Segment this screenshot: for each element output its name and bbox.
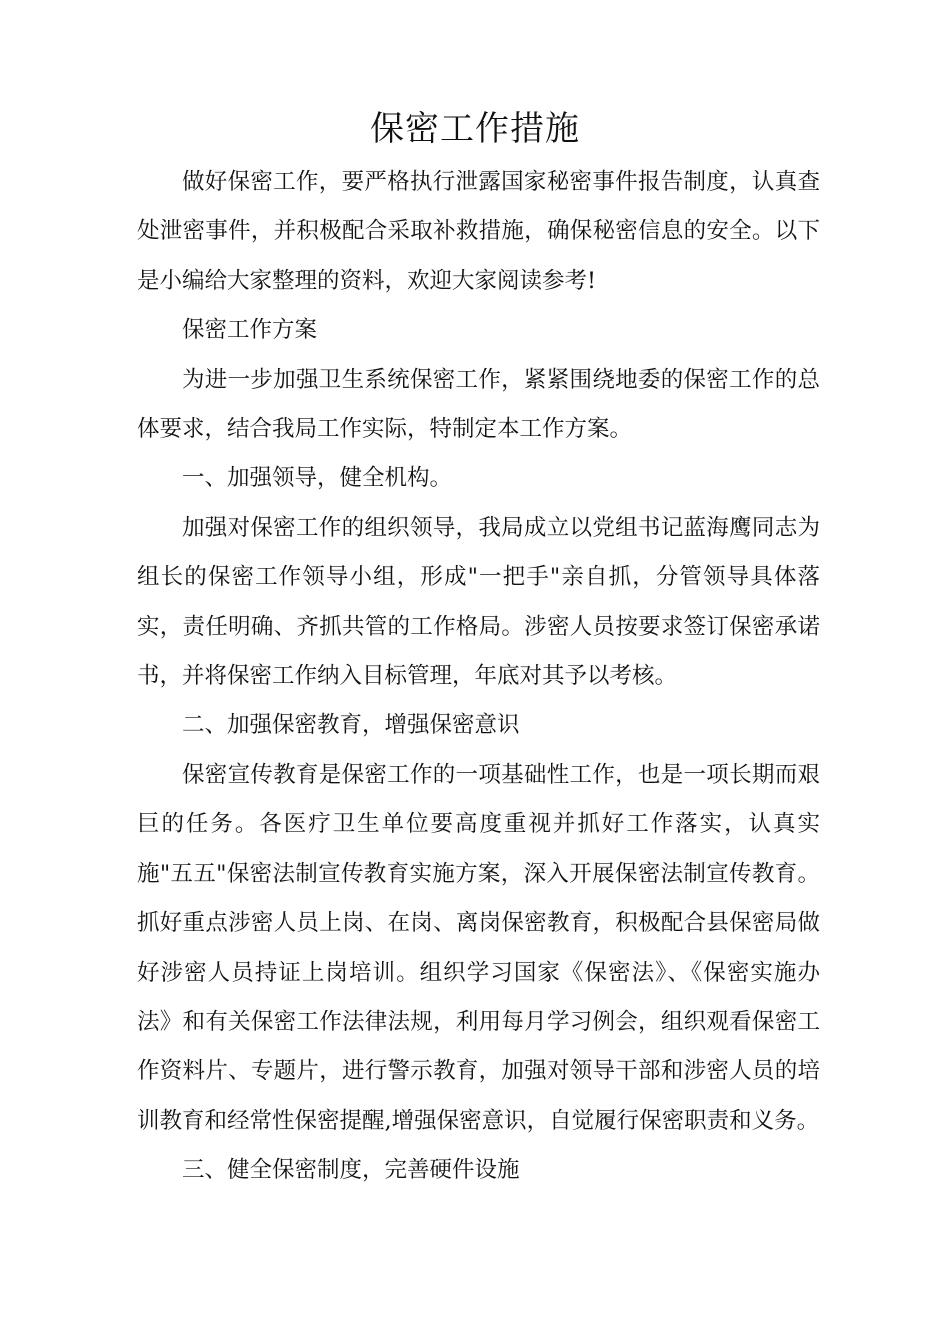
document-title: 保密工作措施 [370,109,580,149]
plan-heading: 保密工作方案 [182,317,318,344]
section-two-heading: 二、加强保密教育，增强保密意识 [182,712,520,739]
section-three-heading: 三、健全保密制度，完善硬件设施 [182,1157,520,1184]
document-body [137,158,820,1196]
section-one-heading: 一、加强领导，健全机构。 [182,465,453,492]
plan-intro-paragraph: 为进一步加强卫生系统保密工作，紧紧围绕地委的保密工作的总体要求，结合我局工作实际，特制定本工作方案。 [137,366,820,443]
section-two-paragraph: 保密宣传教育是保密工作的一项基础性工作，也是一项长期而艰巨的任务。各医疗卫生单位要高度重视并抓好工作落实，认真实施"五五"保密法制宣传教育实施方案，深入开展保密法制宣传教育。抓好重点涉密人员上岗、在岗、离岗保密教育，积极配合县保密局做好涉密人员持证上岗培训。组织学习国家《保密法》、《保密实施办法》和有关保密工作法律法规，利用每月学习例会，组织观看保密工作资料片、专题片，进行警示教育，加强对领导干部和涉密人员的培训教育和经常性保密提醒,增强保密意识，自觉履行保密职责和义务。 [137,761,820,1134]
section-one-paragraph: 加强对保密工作的组织领导，我局成立以党组书记蓝海鹰同志为组长的保密工作领导小组，形成"一把手"亲自抓，分管领导具体落实，责任明确、齐抓共管的工作格局。涉密人员按要求签订保密承诺书，并将保密工作纳入目标管理，年底对其予以考核。 [137,514,820,690]
intro-paragraph: 做好保密工作，要严格执行泄露国家秘密事件报告制度，认真查处泄密事件，并积极配合采取补救措施，确保秘密信息的安全。以下是小编给大家整理的资料，欢迎大家阅读参考! [137,169,820,294]
